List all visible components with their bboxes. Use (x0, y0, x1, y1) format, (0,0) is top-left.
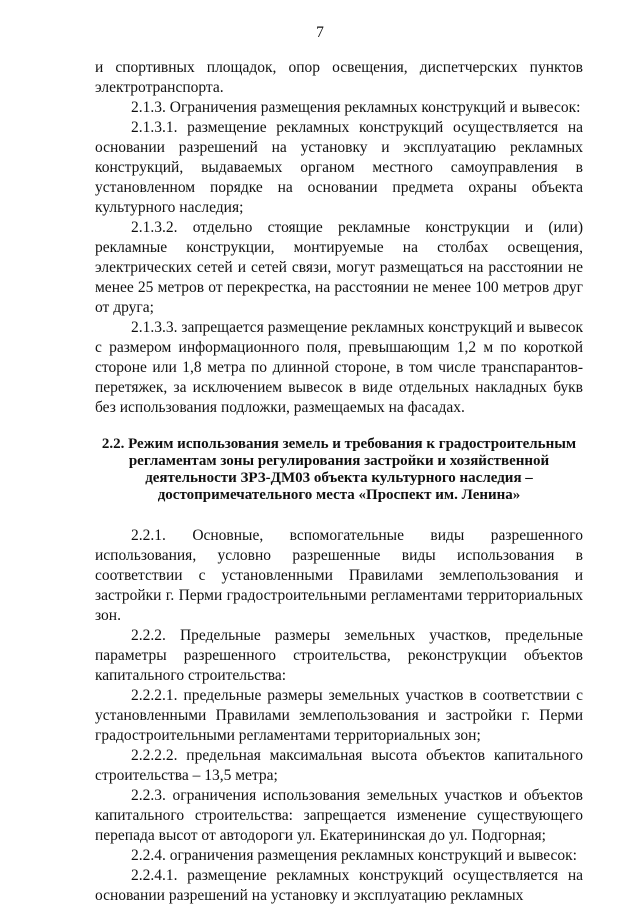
paragraph-2-2-3: 2.2.3. ограничения использования земельных участков и объектов капитального строительства: запрещается изменение существующего перепада высот от автодороги ул. Екатерининская до ул. Подгорная; (95, 787, 583, 844)
paragraph-2-2-2-1: 2.2.2.1. предельные размеры земельных участков в соответствии с установленными Правилами землепользования и застройки г. Перми градостроительными регламентами территориальных зон; (95, 687, 583, 744)
paragraph-2-1-3-1: 2.1.3.1. размещение рекламных конструкций осуществляется на основании разрешений на установку и эксплуатацию рекламных конструкций, выдаваемых органом местного самоуправления в установленном порядке на основании предмета охраны объекта культурного наследия; (95, 119, 583, 216)
paragraph-continuation: и спортивных площадок, опор освещения, диспетчерских пунктов электротранспорта. (95, 59, 583, 96)
paragraph-2-1-3-2: 2.1.3.2. отдельно стоящие рекламные конструкции и (или) рекламные конструкции, монтируемые на столбах освещения, электрических сетей и сетей связи, могут размещаться на расстоянии не менее 25 метров от перекрестка, на расстоянии не менее 100 метров друг от друга; (95, 219, 583, 316)
page-number: 7 (316, 24, 324, 41)
paragraph-2-1-3: 2.1.3. Ограничения размещения рекламных конструкций и вывесок: (131, 99, 581, 116)
paragraph-2-2-4-1: 2.2.4.1. размещение рекламных конструкций осуществляется на основании разрешений на установку и эксплуатацию рекламных (95, 867, 583, 904)
paragraph-2-2-1: 2.2.1. Основные, вспомогательные виды разрешенного использования, условно разрешенные виды использования в соответствии с установленными Правилами землепользования и застройки г. Перми градостроительными регламентами территориальных зон. (95, 527, 583, 624)
paragraph-2-2-2-2: 2.2.2.2. предельная максимальная высота объектов капитального строительства – 13,5 метра; (95, 747, 583, 784)
paragraph-2-2-4: 2.2.4. ограничения размещения рекламных конструкций и вывесок: (131, 847, 577, 864)
paragraph-2-1-3-3: 2.1.3.3. запрещается размещение рекламных конструкций и вывесок с размером информационного поля, превышающим 1,2 м по короткой стороне или 1,8 метра по длинной стороне, в том числе транспарантов-перетяжек, за исключением вывесок в виде отдельных накладных букв без использования подложки, размещаемых на фасадах. (95, 319, 583, 416)
document-body (95, 58, 583, 906)
paragraph-2-2-2: 2.2.2. Предельные размеры земельных участков, предельные параметры разрешенного строительства, реконструкции объектов капитального строительства: (95, 627, 583, 684)
section-heading-2-2: 2.2. Режим использования земель и требования к градостроительным регламентам зоны регулирования застройки и хозяйственной деятельности ЗРЗ-ДМ03 объекта культурного наследия – достопримечательного места «Проспект им. Ленина» (101, 436, 577, 503)
